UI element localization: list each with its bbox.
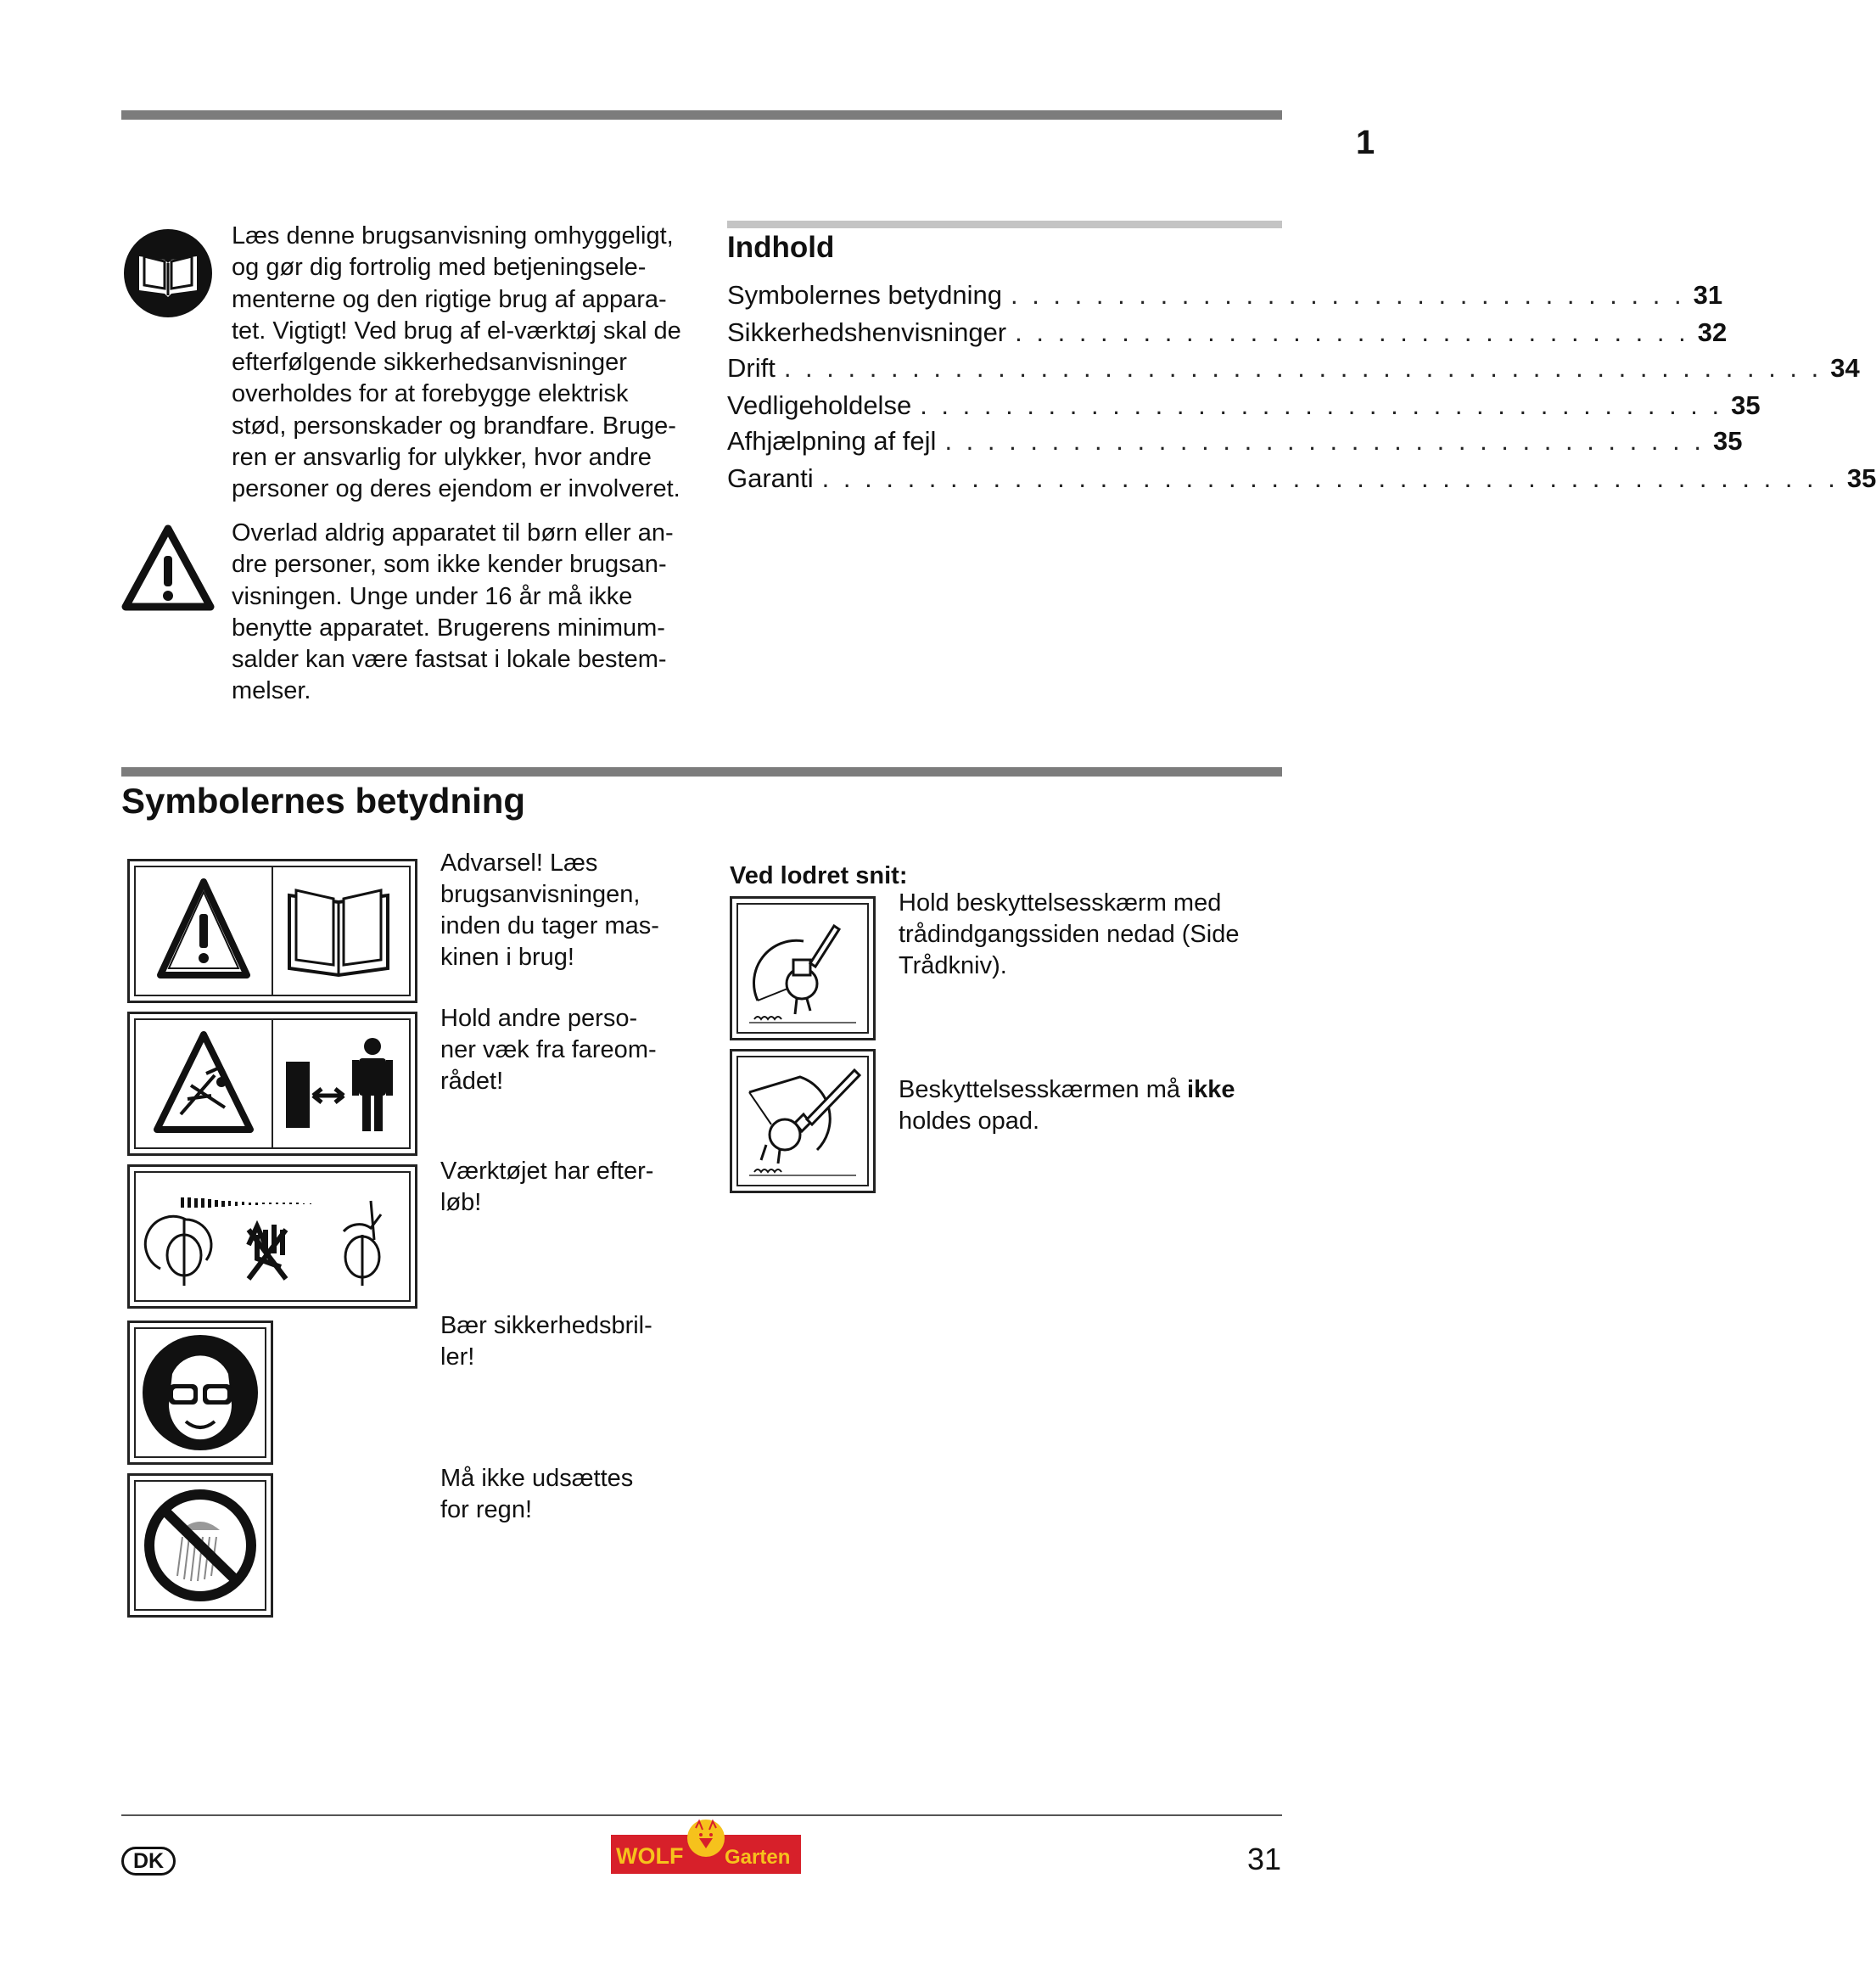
toc-item-label: Symbolernes betydning	[727, 280, 1002, 310]
intro-paragraph-1: Læs denne brugsanvisning omhyggeligt, og gør dig fortrolig med betjeningsele- menterne og den rigtige brug af appara- tet. Vigtigt! Ved brug af el-værktøj skal de efterfølgende sikkerhedsanvisninger overholdes for at forebygge elektrisk stød, personskader og brandfare. Bruge- ren er ansvarlig for ulykker, hvor andre personer og deres ejendom er involveret.	[232, 222, 681, 503]
no-rain-icon	[127, 1473, 273, 1618]
vertical-cut-text-1: Hold beskyttelsesskærm med trådindgangssiden nedad (Side Trådkniv).	[899, 889, 1240, 979]
symbol-text-2: Hold andre perso- ner væk fra fareom- rådet!	[440, 1005, 657, 1095]
vertical-cut-text-2	[899, 1043, 1280, 1137]
section-title: Symbolernes betydning	[121, 781, 526, 821]
vertical-cut-title: Ved lodret snit:	[730, 862, 908, 889]
warning-read-manual-icon	[127, 859, 417, 1003]
toc-item[interactable]	[727, 390, 1761, 428]
book-icon	[122, 227, 214, 319]
toc-item-page: 35	[1712, 426, 1743, 456]
section-rule	[121, 767, 1282, 777]
toc-leader: . . . . . . . . . . . . . . . . . . . . . . . . . . . . . . . . . . . . . .	[920, 390, 1723, 420]
toc-leader: . . . . . . . . . . . . . . . . . . . . . . . . . . . . . . . .	[1010, 280, 1685, 310]
warning-icon	[120, 522, 216, 617]
vertical-cut-text-2-bold: ikke	[1187, 1076, 1235, 1103]
toc-item-label: Vedligeholdelse	[727, 390, 912, 420]
symbol-text-3: Værktøjet har efter- løb!	[440, 1158, 654, 1216]
page-number: 31	[1247, 1842, 1282, 1876]
vertical-cut-text-2b: holdes opad.	[899, 1107, 1040, 1135]
footer-rule	[121, 1814, 1282, 1816]
toc-item[interactable]	[727, 353, 1860, 390]
tool-runs-on-icon	[127, 1164, 417, 1309]
wolf-garten-logo	[611, 1820, 801, 1879]
toc-item[interactable]	[727, 280, 1723, 317]
toc-item-label: Afhjælpning af fejl	[727, 426, 937, 456]
corner-mark: 1	[1356, 124, 1375, 161]
toc-item-page: 32	[1697, 317, 1728, 347]
toc-item[interactable]	[727, 317, 1728, 355]
toc-item-page: 34	[1830, 353, 1860, 383]
keep-distance-icon	[127, 1012, 417, 1156]
toc-leader: . . . . . . . . . . . . . . . . . . . . . . . . . . . . . . . . . . . . . . . . . . . . . . . .	[821, 463, 1839, 493]
toc-title: Indhold	[727, 231, 835, 264]
top-rule	[121, 110, 1282, 120]
symbol-text-4: Bær sikkerhedsbril- ler!	[440, 1312, 652, 1371]
toc-rule	[727, 221, 1282, 228]
toc-item-label: Drift	[727, 353, 776, 383]
guard-down-icon	[730, 896, 876, 1040]
logo-text-right: Garten	[725, 1846, 791, 1869]
guard-up-icon	[730, 1049, 876, 1193]
toc-item-page: 31	[1693, 280, 1723, 310]
toc-item-page: 35	[1731, 390, 1761, 420]
symbol-text-1: Advarsel! Læs brugsanvisningen, inden du tager mas- kinen i brug!	[440, 850, 659, 971]
symbol-text-5: Må ikke udsættes for regn!	[440, 1465, 634, 1523]
toc-leader: . . . . . . . . . . . . . . . . . . . . . . . . . . . . . . . . . . . .	[944, 426, 1705, 456]
toc-item-page: 35	[1846, 463, 1876, 493]
logo-text-left: WOLF	[616, 1843, 684, 1869]
toc-item-label: Sikkerhedshenvisninger	[727, 317, 1007, 347]
toc-item-label: Garanti	[727, 463, 814, 493]
safety-goggles-icon	[127, 1321, 273, 1465]
country-badge: DK	[121, 1847, 176, 1876]
toc-leader: . . . . . . . . . . . . . . . . . . . . . . . . . . . . . . . .	[1015, 317, 1689, 347]
toc-item[interactable]	[727, 426, 1743, 463]
toc-item[interactable]	[727, 463, 1876, 501]
vertical-cut-text-2a: Beskyttelsesskærmen må	[899, 1076, 1188, 1103]
intro-paragraph-2: Overlad aldrig apparatet til børn eller an- dre personer, som ikke kender brugsan- visningen. Unge under 16 år må ikke benytte apparatet. Brugerens minimum- salder kan være fastsat i lokale bestem- melser.	[232, 519, 674, 705]
toc-leader: . . . . . . . . . . . . . . . . . . . . . . . . . . . . . . . . . . . . . . . . . . . . . . . . .	[783, 353, 1823, 383]
